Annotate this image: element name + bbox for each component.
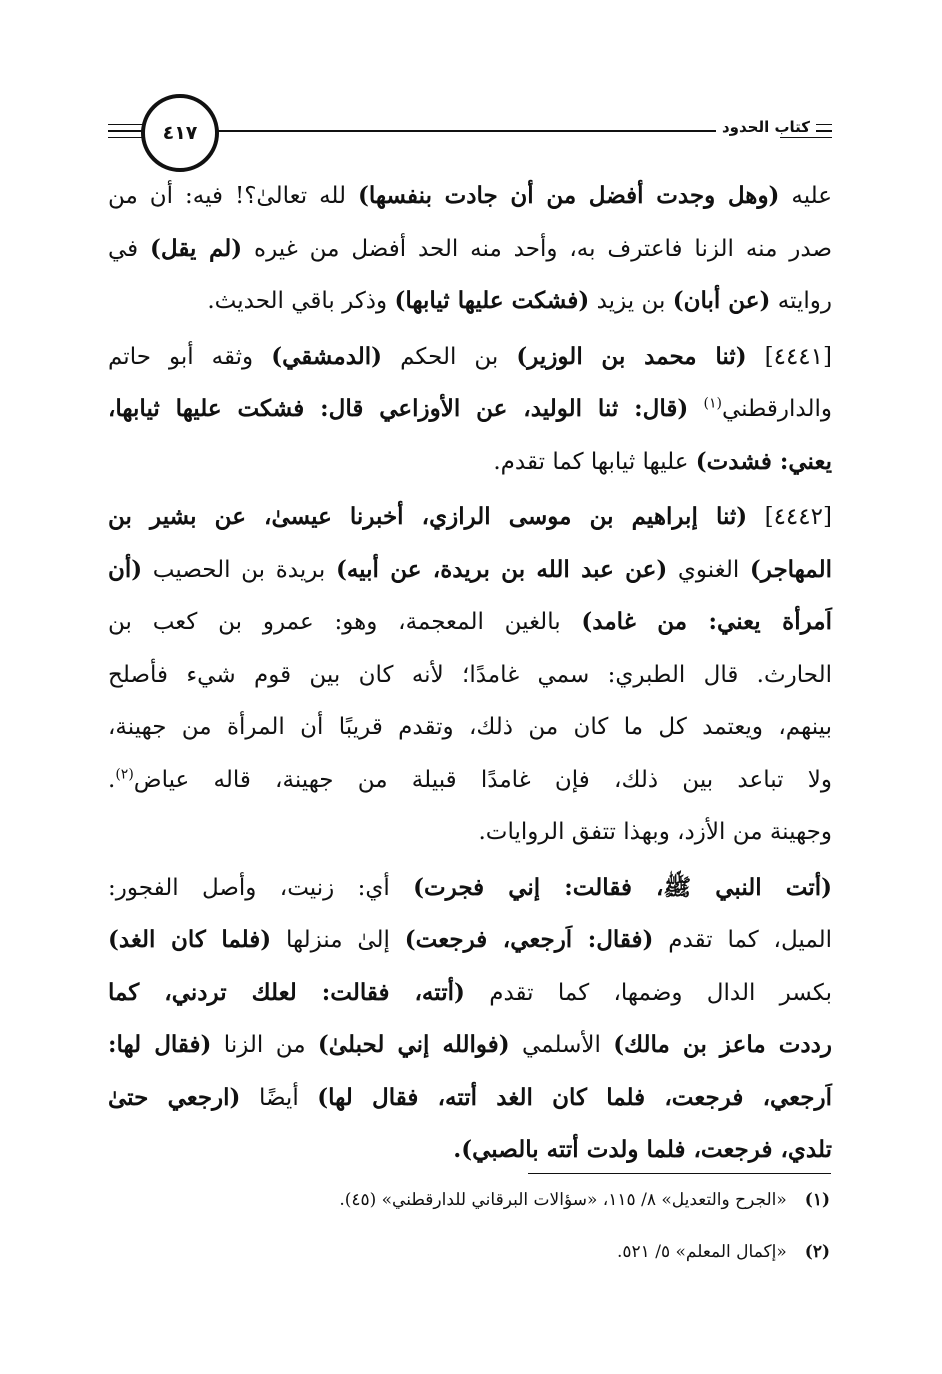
text-line bbox=[108, 1124, 832, 1177]
quoted-text: (ارجعي حتىٰ bbox=[108, 1083, 241, 1111]
chapter-title: كتاب الحدود bbox=[716, 118, 816, 136]
text-line bbox=[108, 649, 832, 702]
commentary-text: إلىٰ منزلها bbox=[271, 927, 405, 953]
quoted-text: (أتته، فقالت: لعلك تردني، كما bbox=[108, 978, 465, 1006]
quoted-text: (ثنا محمد بن الوزير) bbox=[516, 342, 747, 370]
commentary-text: الحارث. قال الطبري: سمي غامدًا؛ لأنه كان بين قوم شيء فأصلح bbox=[108, 661, 832, 688]
commentary-text: وثقه أبو حاتم bbox=[108, 343, 272, 370]
text-line bbox=[108, 754, 832, 807]
text-line bbox=[108, 862, 832, 915]
commentary-text: أيضًا bbox=[240, 1084, 318, 1111]
footnote-ref: (١) bbox=[703, 395, 722, 412]
quoted-text: (عن عبد الله بن بريدة، عن أبيه) bbox=[335, 555, 668, 583]
header-rule-right-lower bbox=[780, 137, 832, 138]
footnote-1 bbox=[339, 1190, 830, 1210]
text-line bbox=[108, 701, 832, 754]
main-text bbox=[108, 170, 832, 1177]
commentary-text: الميل، كما تقدم bbox=[653, 927, 833, 953]
quoted-text: (عن أبان) bbox=[672, 287, 771, 314]
quoted-text: (فوالله إني لحبلىٰ) bbox=[317, 1031, 510, 1058]
quoted-text: (فلما كان الغد) bbox=[108, 926, 272, 953]
quoted-text: (لم يقل) bbox=[150, 234, 243, 262]
quoted-text: (الدمشقي) bbox=[271, 342, 383, 370]
commentary-text: وذكر باقي الحديث. bbox=[207, 288, 395, 314]
commentary-text: عليه bbox=[779, 183, 832, 209]
commentary-text bbox=[688, 396, 703, 422]
quoted-text: اَمرأة يعني: من غامد) bbox=[581, 608, 832, 635]
text-line bbox=[108, 806, 832, 859]
text-line bbox=[108, 436, 832, 489]
page-number-badge bbox=[141, 94, 219, 172]
quoted-text: اَرجعي، فرجعت، فلما كان الغد أتته، فقال لها) bbox=[317, 1083, 832, 1111]
commentary-text: وجهينة من الأزد، وبهذا تتفق الروايات. bbox=[478, 819, 832, 845]
quoted-text: (فقال لها: bbox=[108, 1031, 212, 1058]
text-line bbox=[108, 1019, 832, 1072]
commentary-text: بن يزيد bbox=[589, 288, 673, 314]
commentary-text: بكسر الدال وضمها، كما تقدم bbox=[464, 979, 832, 1006]
text-line bbox=[108, 275, 832, 328]
text-line bbox=[108, 331, 832, 384]
footnote-text: «الجرح والتعديل» ٨/ ١١٥، «سؤالات البرقاني للدارقطني» (٤٥). bbox=[339, 1190, 787, 1210]
commentary-text: والدارقطني bbox=[721, 396, 832, 422]
footnote-separator bbox=[528, 1173, 831, 1174]
quoted-text: (أتت النبي ﷺ، فقالت: إني فجرت) bbox=[413, 873, 833, 901]
commentary-text: . bbox=[108, 766, 116, 793]
commentary-text: بن الحكم bbox=[382, 343, 517, 370]
commentary-text: صدر منه الزنا فاعترف به، وأحد منه الحد أفضل من غيره bbox=[242, 235, 832, 262]
text-line bbox=[108, 596, 832, 649]
footnote-number: (٢) bbox=[804, 1242, 830, 1262]
quoted-text: (وهل وجدت أفضل من أن جادت بنفسها) bbox=[357, 182, 780, 209]
commentary-text: بالغين المعجمة، وهو: عمرو بن كعب بن bbox=[108, 609, 582, 635]
quoted-text: (قال: ثنا الوليد، عن الأوزاعي قال: فشكت عليها ثيابها، bbox=[108, 395, 689, 422]
commentary-text: أي: زنيت، وأصل الفجور: bbox=[108, 874, 414, 901]
quoted-text: المهاجر) bbox=[749, 555, 832, 583]
commentary-text: في bbox=[108, 235, 151, 262]
footnote-ref: (٢) bbox=[115, 765, 134, 782]
text-line bbox=[108, 491, 832, 544]
page-number: ٤١٧ bbox=[162, 122, 198, 144]
commentary-text: ولا تباعد بين ذلك، فإن غامدًا قبيلة من جهينة، قاله عياض bbox=[133, 766, 832, 793]
commentary-text: روايته bbox=[770, 288, 832, 314]
quoted-text: رددت ماعز بن مالك) bbox=[613, 1031, 832, 1058]
quoted-text: (فقال: اَرجعي، فرجعت) bbox=[404, 926, 654, 953]
text-line bbox=[108, 914, 832, 967]
footnote-text: «إكمال المعلم» ٥/ ٥٢١. bbox=[617, 1242, 787, 1262]
quoted-text: (فشكت عليها ثيابها) bbox=[394, 287, 590, 314]
commentary-text: عليها ثيابها كما تقدم. bbox=[493, 448, 696, 475]
text-line bbox=[108, 1072, 832, 1125]
footnote-number: (١) bbox=[804, 1190, 830, 1210]
text-line bbox=[108, 544, 832, 597]
text-line bbox=[108, 170, 832, 223]
commentary-text: بريدة بن الحصيب bbox=[142, 556, 336, 583]
commentary-text: لله تعالىٰ؟! فيه: أن من bbox=[108, 183, 358, 209]
quoted-text: تلدي، فرجعت، فلما ولدت أتته بالصبي). bbox=[453, 1136, 832, 1163]
text-line bbox=[108, 383, 832, 436]
commentary-text: [٤٤٤١] bbox=[746, 343, 832, 370]
quoted-text: (ثنا إبراهيم بن موسى الرازي، أخبرنا عيسىٰ، عن بشير بن bbox=[108, 503, 748, 530]
commentary-text: الأسلمي bbox=[509, 1032, 614, 1058]
commentary-text: من الزنا bbox=[211, 1032, 318, 1058]
commentary-text: [٤٤٤٢] bbox=[747, 504, 832, 530]
quoted-text: يعني: فشدت) bbox=[695, 447, 832, 475]
footnote-2 bbox=[617, 1242, 830, 1262]
commentary-text: بينهم، ويعتمد كل ما كان من ذلك، وتقدم قريبًا أن المرأة من جهينة، bbox=[108, 714, 832, 740]
commentary-text: الغنوي bbox=[667, 556, 750, 583]
quoted-text: (أن bbox=[108, 555, 143, 583]
text-line bbox=[108, 223, 832, 276]
text-line bbox=[108, 967, 832, 1020]
